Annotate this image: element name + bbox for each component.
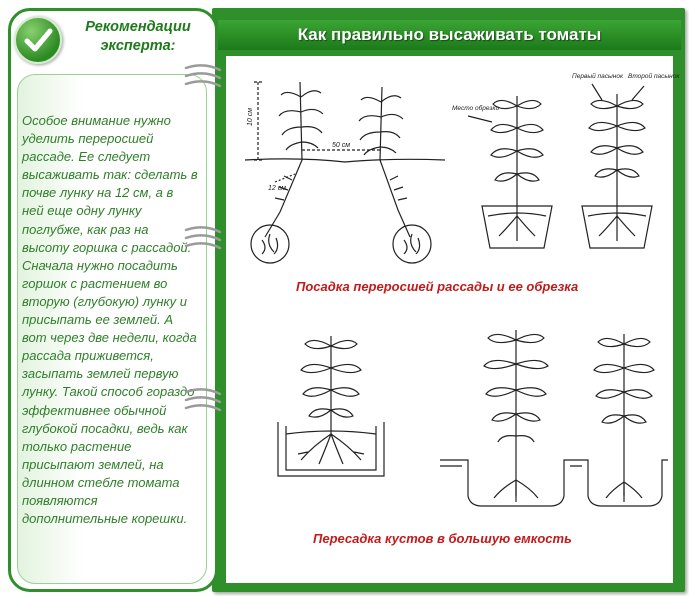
spiral-binding-icon <box>180 60 224 96</box>
box-transplant-diagram <box>268 330 394 480</box>
spiral-binding-icon <box>180 384 224 420</box>
pruning-pots-diagram <box>452 66 680 256</box>
checkmark-icon <box>22 24 54 56</box>
caption-bottom: Пересадка кустов в большую емкость <box>313 531 572 546</box>
deep-planting-diagram <box>240 62 450 272</box>
depth-label: 12 см <box>268 185 287 192</box>
place-cut-label: Место обрезки <box>452 105 500 112</box>
first-cut-label: Первый пасынок <box>572 73 624 80</box>
height-label: 10 см <box>247 107 254 126</box>
expert-title: Рекомендации эксперта: <box>85 19 191 54</box>
caption-top: Посадка переросшей рассады и ее обрезка <box>296 279 579 294</box>
expert-tip-text: Особое внимание нужно уделить переросшей рассаде. Ее следует высаживать так: сделать в почве лунку на 12 см, а в ней еще одну лунку поглубже, как раз на высоту горшка с рассадой. Сначала нужно посадить горшок с растением во вторую (глубокую) лунку и присыпать ее землей. А вот через две недели, когда рассада приживется, засыпать землей первую лунку. Такой способ гораздо эффективнее обычной глубокой посадки, ведь как только растение присыпают землей, на длинном стебле томата появляются дополнительные корешки. <box>22 113 198 527</box>
width-label: 50 см <box>332 142 351 149</box>
expert-badge <box>14 16 62 64</box>
trench-transplant-diagram <box>438 320 670 520</box>
second-cut-label: Второй пасынок <box>628 73 680 80</box>
spiral-binding-icon <box>180 222 224 258</box>
page-title: Как правильно высаживать томаты <box>297 25 602 44</box>
